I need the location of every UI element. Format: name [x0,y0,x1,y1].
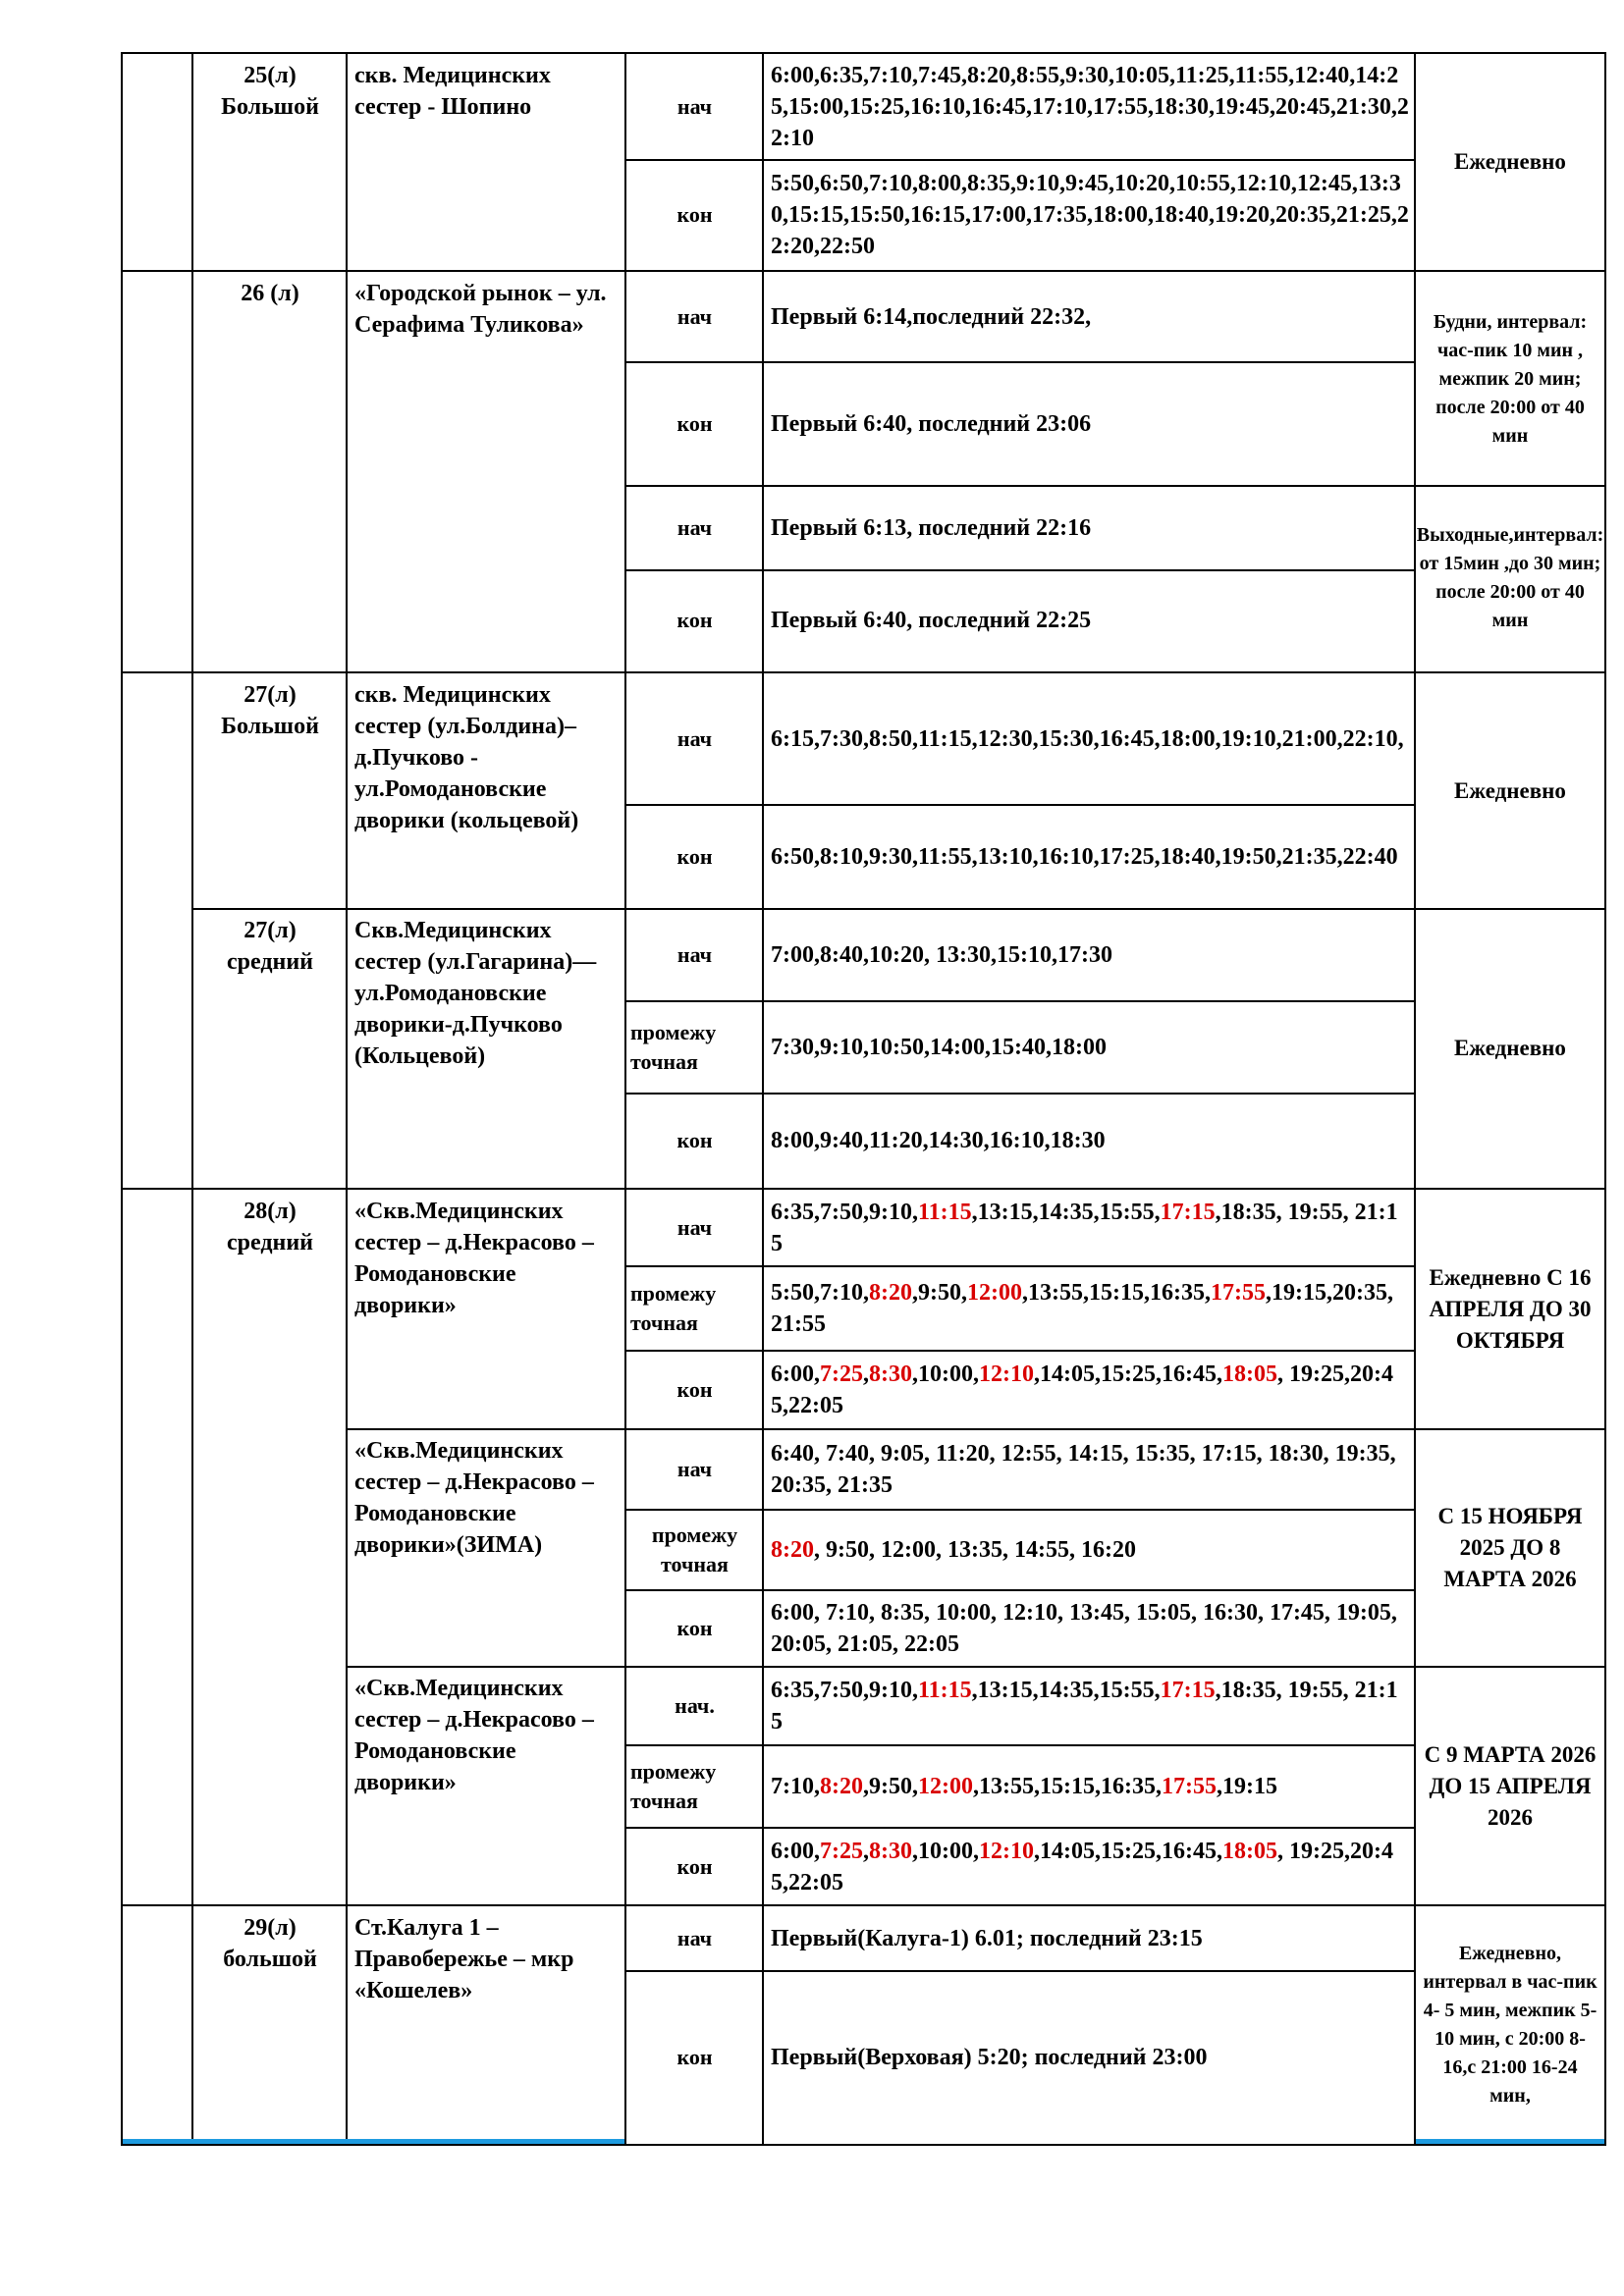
table-border-bottom [121,2144,1606,2146]
subrow-separator [624,1509,1416,1511]
highlighted-time: 12:00 [918,1774,973,1799]
time-segment: , [863,1362,869,1387]
mid-times: 7:30,9:10,10:50,14:00,15:40,18:00 [771,1035,1107,1060]
direction-end: кон [677,1854,713,1879]
highlighted-time: 8:30 [869,1362,912,1387]
route-separator [121,1904,1606,1906]
time-segment: ,18:35, 19:55, 21:15 [771,1200,1398,1256]
weekend-end-times: Первый 6:40, последний 22:25 [771,608,1092,633]
mid-times [763,1745,1415,1828]
highlighted-time: 11:15 [917,1200,972,1225]
accent-underline [123,2139,624,2144]
time-segment: 6:35,7:50,9:10, [771,1678,918,1703]
subrow-separator [624,1827,1416,1829]
route-separator [121,671,1606,673]
weekday-start-times: Первый 6:14,последний 22:32, [771,304,1092,330]
direction-end: кон [677,844,713,869]
end-times: 5:50,6:50,7:10,8:00,8:35,9:10,9:45,10:20,10:55,12:10,12:45,13:30,15:15,15:50,16:15,17:00,17:35,18:00,18:40,19:20,20:35,21:25,22:20,22:50 [771,171,1409,259]
time-segment: ,14:05,15:25,16:45, [1034,1362,1222,1387]
time-segment: ,18:35, 19:55, 21:15 [771,1678,1398,1735]
subrow-separator [624,1000,1416,1002]
time-segment: , [863,1839,869,1864]
time-segment: ,10:00, [912,1839,979,1864]
subrow-separator [624,159,1416,161]
start-times [763,1190,1415,1266]
highlighted-time: 8:20 [868,1280,912,1306]
route-name: Скв.Медицинских сестер (ул.Гагарина)—ул.Ромодановские дворики-д.Пучково (Кольцевой) [354,918,597,1069]
schedule-note: Ежедневно [1454,149,1566,174]
time-segment: , 9:50, 12:00, 13:35, 14:55, 16:20 [814,1537,1136,1563]
direction-start: нач [677,94,713,119]
time-segment: 7:10, [771,1774,820,1799]
column-divider [624,52,626,2146]
end-times [763,1351,1415,1429]
time-segment: ,9:50, [911,1280,967,1306]
highlighted-time: 17:55 [1210,1280,1266,1306]
direction-end: кон [677,1377,713,1402]
route-number: 29(л) большой [223,1915,317,1972]
direction-start: нач [677,1457,713,1481]
highlighted-time: 18:05 [1221,1839,1277,1864]
accent-underline [1416,2139,1604,2144]
route-number: 25(л) Большой [221,63,319,120]
column-divider [346,52,348,2146]
mid-times [763,1510,1415,1590]
time-segment: ,19:15 [1216,1774,1277,1799]
mid-times [763,1266,1415,1351]
route-name: «Скв.Медицинских сестер – д.Некрасово – Ромодановские дворики»(ЗИМА) [354,1438,594,1558]
direction-mid: промежу точная [630,1759,717,1813]
subrow-separator [624,361,1416,363]
start-times [763,1667,1415,1745]
time-segment: 5:50,7:10, [771,1280,869,1306]
end-times: Первый(Верховая) 5:20; последний 23:00 [771,2045,1208,2070]
time-segment: ,9:50, [863,1774,918,1799]
highlighted-time: 12:10 [979,1839,1034,1864]
weekend-note: Выходные,интервал: от 15мин ,до 30 мин; после 20:00 от 40 мин [1416,524,1604,631]
end-times: 6:50,8:10,9:30,11:55,13:10,16:10,17:25,18:40,19:50,21:35,22:40 [771,844,1398,870]
subrow-separator [624,1265,1416,1267]
row-separator [346,1428,1606,1430]
time-segment: ,10:00, [912,1362,979,1387]
direction-end: кон [677,411,713,436]
time-segment: ,14:05,15:25,16:45, [1034,1839,1222,1864]
start-times: 6:00,6:35,7:10,7:45,8:20,8:55,9:30,10:05,11:25,11:55,12:40,14:25,15:00,15:25,16:10,16:45,17:10,17:55,18:30,19:45,20:45,21:30,22:10 [771,63,1409,151]
end-times [763,1590,1415,1667]
direction-start: нач [677,515,713,540]
time-segment: 6:00, [771,1362,820,1387]
route-number: 26 (л) [241,281,299,306]
time-segment: ,13:15,14:35,15:55, [971,1200,1161,1225]
route-number: 27(л) средний [227,918,313,975]
subrow-separator [624,569,1416,571]
highlighted-time: 17:55 [1161,1774,1217,1799]
start-times: 7:00,8:40,10:20, 13:30,15:10,17:30 [771,942,1112,968]
direction-mid: промежу точная [651,1522,738,1576]
subrow-separator [624,1589,1416,1591]
route-number: 27(л) Большой [221,682,319,739]
subrow-separator [624,804,1416,806]
time-segment: 6:35,7:50,9:10, [771,1200,918,1225]
table-border-top [121,52,1606,54]
highlighted-time: 12:00 [966,1280,1022,1306]
table-border-right [1604,52,1606,2146]
route-separator [121,270,1606,272]
subrow-separator [624,1744,1416,1746]
highlighted-time: 11:15 [917,1678,972,1703]
subrow-separator [624,1350,1416,1352]
table-border-left [121,52,123,2146]
time-segment: , 19:25,20:45,22:05 [771,1839,1393,1896]
subrow-separator [624,485,1606,487]
weekday-end-times: Первый 6:40, последний 23:06 [771,411,1092,437]
schedule-note: С 15 НОЯБРЯ 2025 ДО 8 МАРТА 2026 [1437,1504,1583,1591]
route-name: «Скв.Медицинских сестер – д.Некрасово – Ромодановские дворики» [354,1199,594,1318]
direction-start: нач [677,726,713,751]
time-segment: ,13:15,14:35,15:55, [971,1678,1161,1703]
direction-mid: промежу точная [630,1281,717,1335]
highlighted-time: 12:10 [979,1362,1034,1387]
direction-start: нач. [675,1693,715,1718]
route-name: скв. Медицинских сестер - Шопино [354,63,551,120]
subrow-separator [624,1093,1416,1095]
time-segment: ,19:15,20:35, 21:55 [771,1280,1393,1337]
direction-end: кон [677,1128,713,1152]
route-number: 28(л) средний [227,1199,313,1255]
schedule-note: Ежедневно С 16 АПРЕЛЯ ДО 30 ОКТЯБРЯ [1429,1265,1592,1353]
direction-start: нач [677,304,713,329]
direction-end: кон [677,608,713,632]
direction-end: кон [677,2045,713,2069]
column-divider [191,52,193,2146]
route-separator [121,1188,1606,1190]
highlighted-time: 8:20 [771,1537,814,1563]
schedule-note: С 9 МАРТА 2026 ДО 15 АПРЕЛЯ 2026 [1424,1742,1597,1830]
end-times [763,1828,1415,1906]
highlighted-time: 8:20 [820,1774,863,1799]
start-times [763,1429,1415,1510]
time-segment: 6:00, 7:10, 8:35, 10:00, 12:10, 13:45, 15:05, 16:30, 17:45, 19:05, 20:05, 21:05, 22:05 [771,1600,1397,1657]
weekday-note: Будни, интервал: час-пик 10 мин , межпик 20 мин; после 20:00 от 40 мин [1433,310,1588,447]
highlighted-time: 17:15 [1160,1200,1216,1225]
highlighted-time: 17:15 [1160,1678,1216,1703]
route-name: «Скв.Медицинских сестер – д.Некрасово – Ромодановские дворики» [354,1676,594,1795]
weekend-start-times: Первый 6:13, последний 22:16 [771,515,1092,541]
route-name: Ст.Калуга 1 – Правобережье – мкр «Кошелев» [354,1915,574,2003]
highlighted-time: 7:25 [820,1839,863,1864]
direction-start: нач [677,942,713,967]
time-segment: , 19:25,20:45,22:05 [771,1362,1393,1418]
time-segment: 6:00, [771,1839,820,1864]
direction-start: нач [677,1926,713,1950]
start-times: Первый(Калуга-1) 6.01; последний 23:15 [771,1926,1203,1951]
highlighted-time: 8:30 [869,1839,912,1864]
row-separator [191,908,1606,910]
time-segment: 6:40, 7:40, 9:05, 11:20, 12:55, 14:15, 15:35, 17:15, 18:30, 19:35, 20:35, 21:35 [771,1441,1396,1498]
column-divider [1414,52,1416,2146]
highlighted-time: 7:25 [820,1362,863,1387]
schedule-note: Ежедневно [1454,778,1566,803]
route-name: скв. Медицинских сестер (ул.Болдина)– д.Пучково - ул.Ромодановские дворики (кольцевой) [354,682,579,833]
schedule-note: Ежедневно [1454,1036,1566,1060]
start-times: 6:15,7:30,8:50,11:15,12:30,15:30,16:45,18:00,19:10,21:00,22:10, [771,726,1404,752]
row-separator [346,1666,1606,1668]
direction-mid: промежу точная [630,1020,717,1074]
schedule-note: Ежедневно, интервал в час-пик 4- 5 мин, межпик 5-10 мин, с 20:00 8-16,с 21:00 16-24 мин, [1423,1943,1597,2107]
time-segment: ,13:55,15:15,16:35, [1021,1280,1211,1306]
highlighted-time: 18:05 [1221,1362,1277,1387]
column-divider [762,52,764,2146]
direction-start: нач [677,1215,713,1240]
time-segment: ,13:55,15:15,16:35, [973,1774,1162,1799]
route-name: «Городской рынок – ул. Серафима Туликова» [354,281,607,338]
direction-end: кон [677,1616,713,1640]
end-times: 8:00,9:40,11:20,14:30,16:10,18:30 [771,1128,1106,1153]
subrow-separator [624,1970,1416,1972]
direction-end: кон [677,202,713,227]
